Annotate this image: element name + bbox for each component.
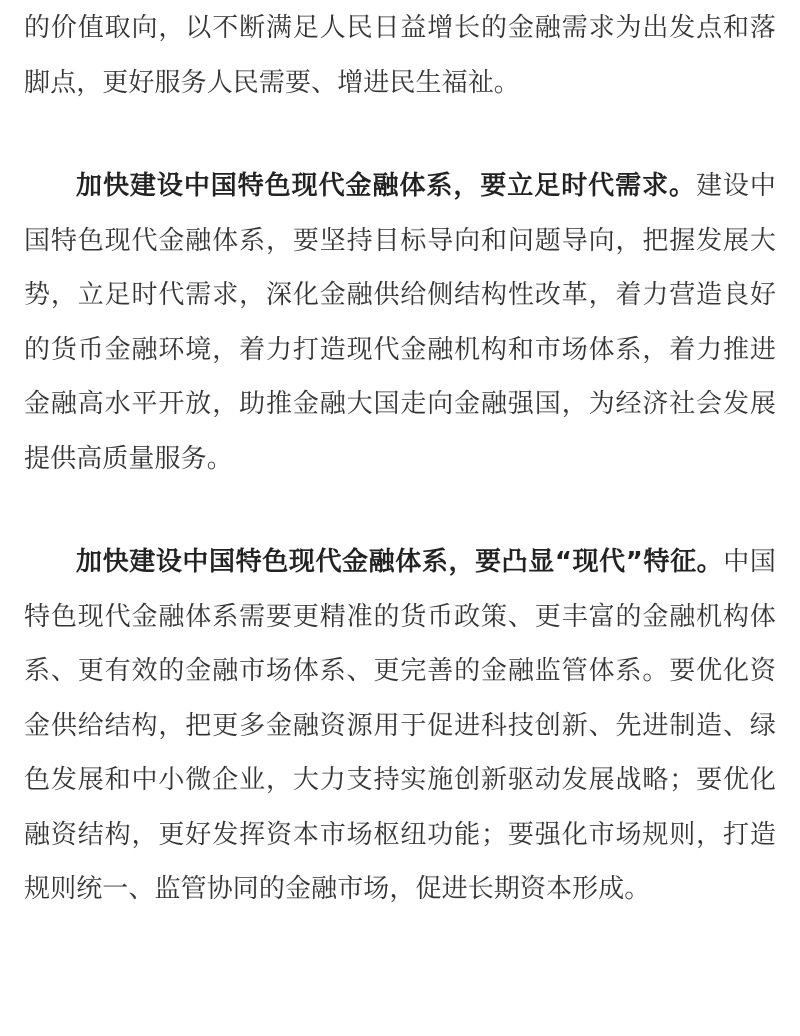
paragraph-gap [24, 110, 776, 159]
paragraph-text: 中国特色现代金融体系需要更精准的货币政策、更丰富的金融机构体系、更有效的金融市场体系、更完善的金融监管体系。要优化资金供给结构，把更多金融资源用于促进科技创新、先进制造、绿色发展和中小微企业，大力支持实施创新驱动发展战略；要优化融资结构，更好发挥资本市场枢纽功能；要强化市场规则，打造规则统一、监管协同的金融市场，促进长期资本形成。 [24, 547, 776, 904]
paragraph-modern-features [24, 535, 776, 917]
paragraph-era-needs [24, 159, 776, 486]
paragraph-text: 的价值取向，以不断满足人民日益增长的金融需求为出发点和落脚点，更好服务人民需要、增进民生福祉。 [24, 13, 776, 98]
paragraph-text: 建设中国特色现代金融体系，要坚持目标导向和问题导向，把握发展大势，立足时代需求，深化金融供给侧结构性改革，着力营造良好的货币金融环境，着力打造现代金融机构和市场体系，着力推进金融高水平开放，助推金融大国走向金融强国，为经济社会发展提供高质量服务。 [24, 171, 776, 474]
article-body [24, 0, 776, 917]
paragraph-lead-bold: 加快建设中国特色现代金融体系，要立足时代需求。 [76, 171, 696, 201]
paragraph-gap [24, 486, 776, 535]
paragraph-value-orientation [24, 1, 776, 110]
paragraph-lead-bold: 加快建设中国特色现代金融体系，要凸显“现代”特征。 [76, 547, 724, 577]
